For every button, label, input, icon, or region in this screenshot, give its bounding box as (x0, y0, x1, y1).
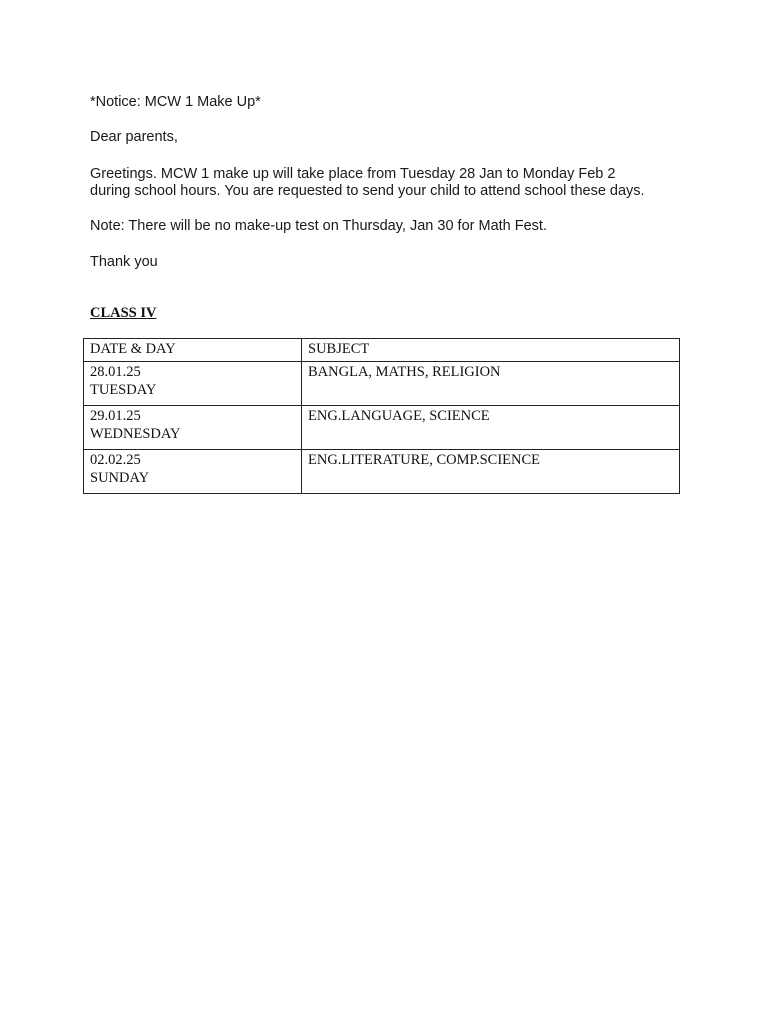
table-row (84, 450, 680, 494)
closing-text: Thank you (90, 254, 158, 270)
table-row (84, 362, 680, 406)
date-text: 29.01.25 (90, 408, 141, 424)
header-date-day: DATE & DAY (84, 339, 302, 362)
subject-cell: ENG.LITERATURE, COMP.SCIENCE (302, 450, 680, 494)
class-heading: CLASS IV (90, 305, 157, 321)
day-text: SUNDAY (90, 470, 150, 486)
date-day-cell (84, 362, 302, 406)
day-text: WEDNESDAY (90, 426, 181, 442)
note-paragraph: Note: There will be no make-up test on Thursday, Jan 30 for Math Fest. (90, 218, 547, 234)
day-text: TUESDAY (90, 382, 157, 398)
greeting-paragraph-line-1: Greetings. MCW 1 make up will take place from Tuesday 28 Jan to Monday Feb 2 (90, 166, 616, 182)
date-day-cell (84, 406, 302, 450)
table-header-row (84, 339, 680, 362)
date-text: 02.02.25 (90, 452, 141, 468)
header-subject: SUBJECT (302, 339, 680, 362)
salutation: Dear parents, (90, 129, 178, 145)
greeting-paragraph-line-2: during school hours. You are requested to send your child to attend school these days. (90, 183, 645, 199)
date-day-cell (84, 450, 302, 494)
notice-title: *Notice: MCW 1 Make Up* (90, 94, 261, 110)
subject-cell: BANGLA, MATHS, RELIGION (302, 362, 680, 406)
date-text: 28.01.25 (90, 364, 141, 380)
table-row (84, 406, 680, 450)
schedule-table (83, 338, 680, 494)
subject-cell: ENG.LANGUAGE, SCIENCE (302, 406, 680, 450)
